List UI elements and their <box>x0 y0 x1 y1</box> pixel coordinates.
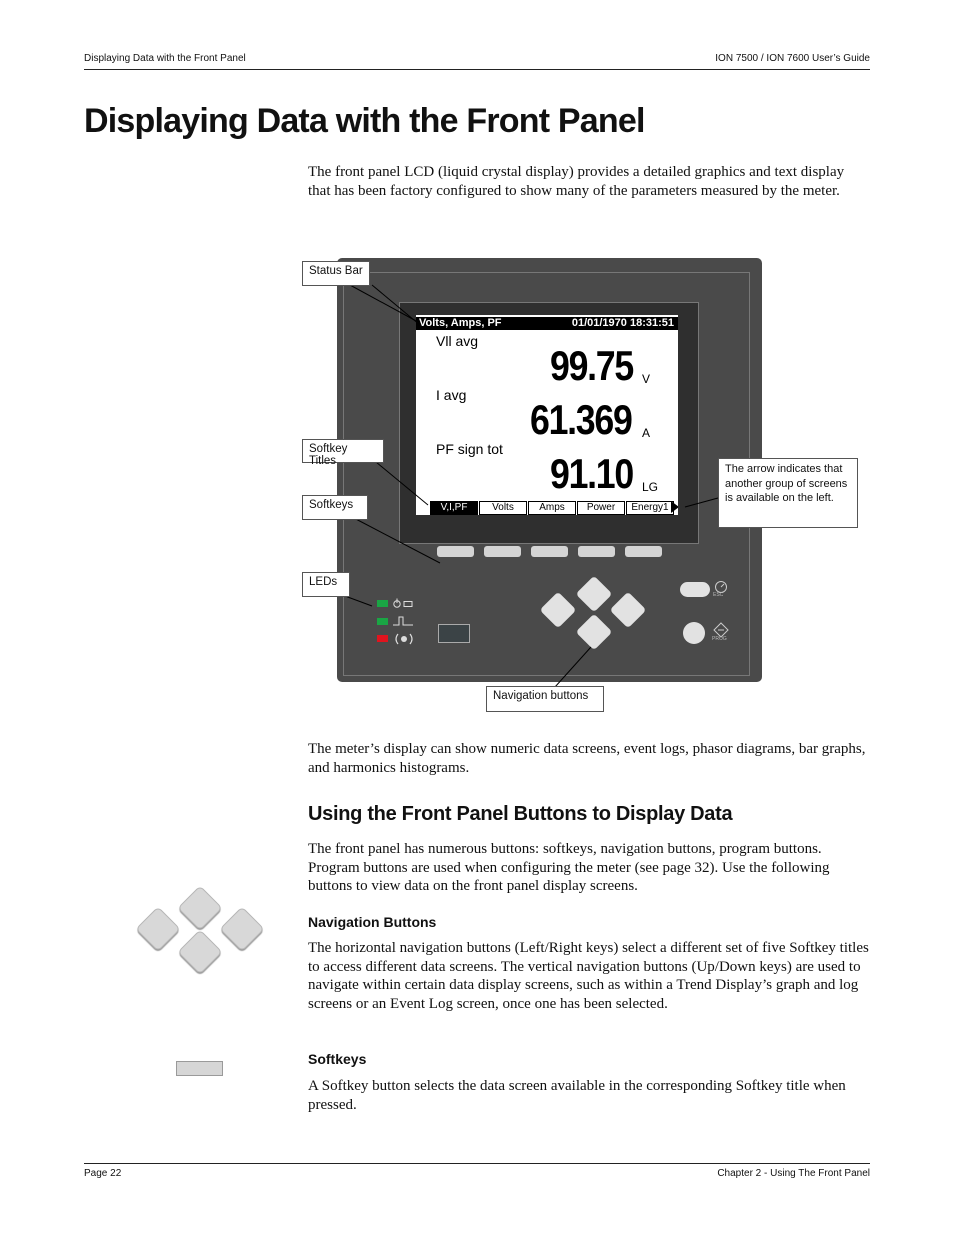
lcd-row-unit: LG <box>642 480 659 494</box>
softkeys-heading: Softkeys <box>308 1051 367 1067</box>
footer-chapter: Chapter 2 - Using The Front Panel <box>717 1168 870 1179</box>
intro-paragraph: The front panel LCD (liquid crystal display) provides a detailed graphics and text display that has been factory configured to show many of the parameters measured by the meter. <box>308 164 845 199</box>
callout-softkeys: Softkeys <box>302 495 368 520</box>
lcd-row-value: 91.10 <box>550 450 633 497</box>
softkey-icon <box>176 1061 223 1076</box>
nav-right-icon <box>219 906 264 951</box>
softkey-title: Volts <box>479 501 527 515</box>
status-title: Volts, Amps, PF <box>419 317 502 329</box>
section-paragraph: The front panel has numerous buttons: softkeys, navigation buttons, program buttons. Program buttons are used when configuring the meter (see page 32). Use the following buttons to view data on the front panel display screens. <box>308 841 830 895</box>
esc-label: ESC <box>713 592 724 598</box>
footer-rule <box>84 1163 870 1164</box>
lcd-row-value: 61.369 <box>530 396 632 443</box>
nav-buttons-paragraph: The horizontal navigation buttons (Left/Right keys) select a different set of five Softkey titles to access different data screens. The vertical navigation buttons (Up/Down keys) are used to navigate within certain data display screens, such as within a Trend Display’s graph and log screens or an Event Log screen, once one has been selected. <box>308 940 869 1013</box>
lcd-row-label: Vll avg <box>436 333 479 349</box>
prog-label: PROG <box>712 636 727 642</box>
lcd-row-label: I avg <box>436 387 467 403</box>
callout-leds: LEDs <box>302 572 350 597</box>
nav-up-icon <box>177 885 222 930</box>
callout-navigation-buttons: Navigation buttons <box>486 686 604 712</box>
section-heading: Using the Front Panel Buttons to Display Data <box>308 803 733 825</box>
page-title: Displaying Data with the Front Panel <box>84 102 645 140</box>
lcd-row-label: PF sign tot <box>436 441 503 457</box>
nav-down-icon <box>177 929 222 974</box>
running-header-left: Displaying Data with the Front Panel <box>84 53 246 64</box>
lcd-row-value: 99.75 <box>550 342 633 389</box>
footer-page-number: Page 22 <box>84 1168 122 1179</box>
lcd-row-unit: V <box>642 372 651 386</box>
softkeys-paragraph: A Softkey button selects the data screen available in the corresponding Softkey title when pressed. <box>308 1078 846 1113</box>
running-header-right: ION 7500 / ION 7600 User’s Guide <box>715 53 870 64</box>
softkey-title-selected: V,I,PF <box>430 501 478 515</box>
callout-softkey-titles: Softkey Titles <box>302 439 384 463</box>
nav-buttons-heading: Navigation Buttons <box>308 914 437 930</box>
nav-left-icon <box>135 906 180 951</box>
callout-status-bar: Status Bar <box>302 261 370 286</box>
softkey-title: Amps <box>528 501 576 515</box>
navigation-buttons-illustration <box>136 886 266 972</box>
callout-arrow-note: The arrow indicates that another group of screens is available on the left. <box>718 458 858 528</box>
softkey-title: Energy1 <box>626 501 674 515</box>
display-types-paragraph: The meter’s display can show numeric data screens, event logs, phasor diagrams, bar graphs, and harmonics histograms. <box>308 741 866 776</box>
softkey-title: Power <box>577 501 625 515</box>
status-datetime: 01/01/1970 18:31:51 <box>571 317 674 329</box>
lcd-row-unit: A <box>642 426 651 440</box>
